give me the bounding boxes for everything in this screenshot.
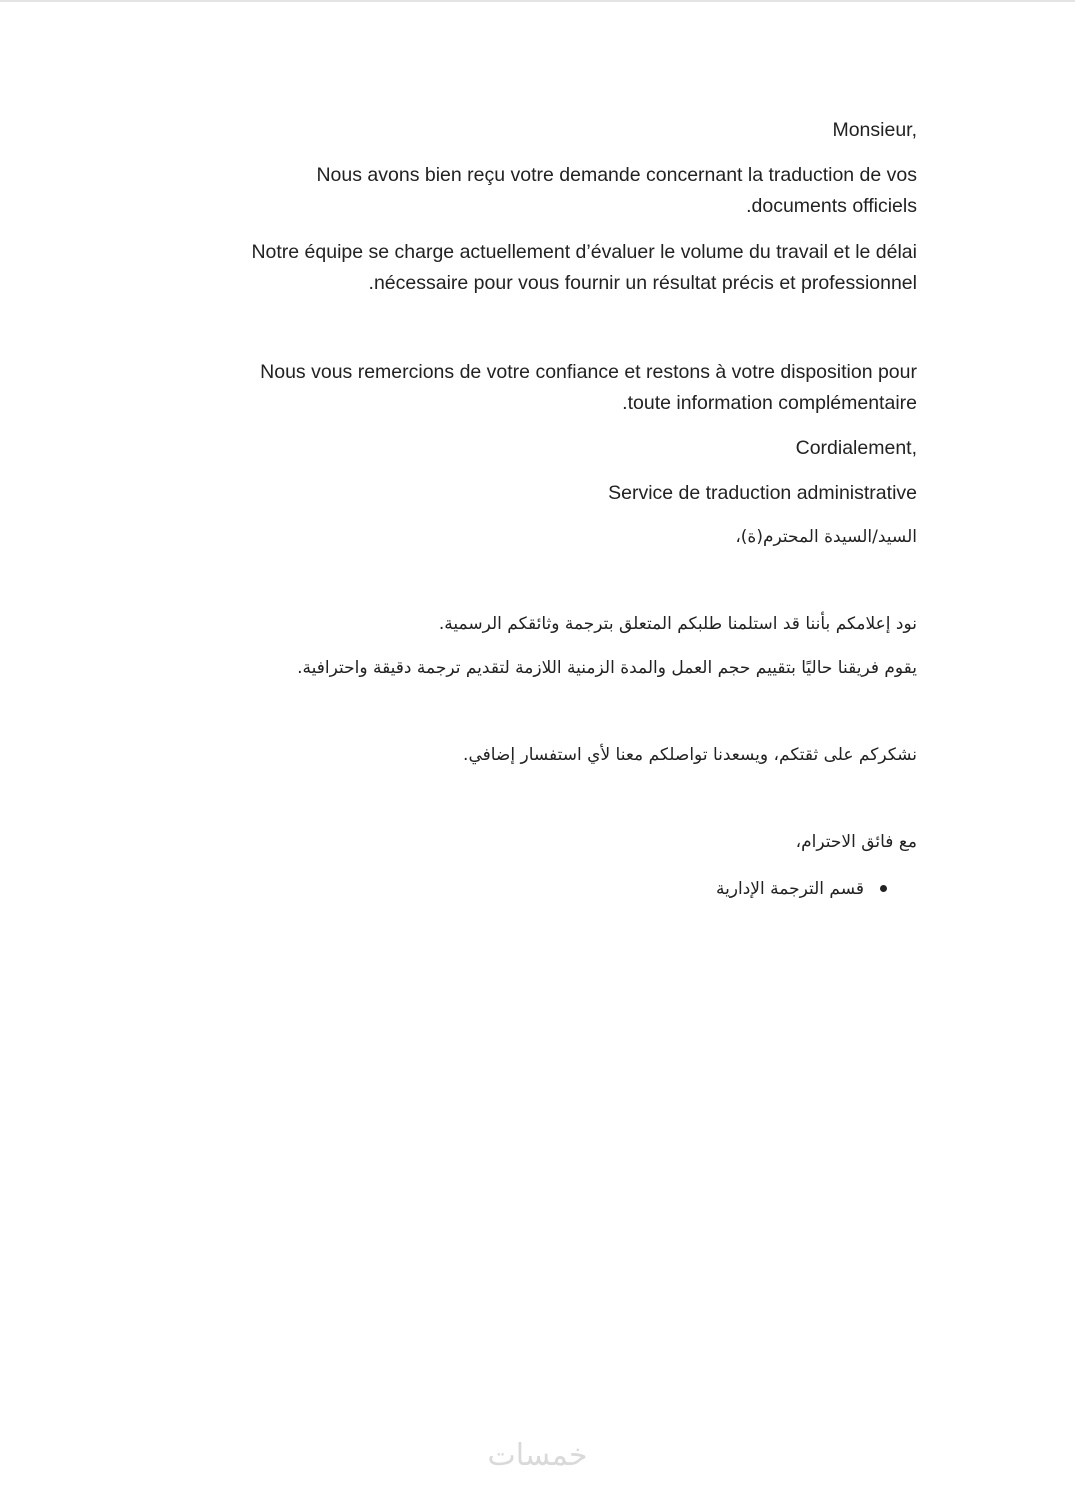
fr-paragraph-2-line-1: Notre équipe se charge actuellement d’évaluer le volume du travail et le délai — [251, 241, 917, 263]
fr-paragraph-1-line-1: Nous avons bien reçu votre demande concernant la traduction de vos — [316, 164, 917, 186]
ar-closing: مع فائق الاحترام، — [795, 832, 917, 852]
fr-paragraph-2-line-2: .nécessaire pour vous fournir un résultat précis et professionnel — [368, 272, 917, 294]
ar-salutation: السيد/السيدة المحترم(ة)، — [735, 527, 917, 547]
ar-paragraph-1: نود إعلامكم بأننا قد استلمنا طلبكم المتعلق بترجمة وثائقكم الرسمية. — [438, 614, 917, 634]
ar-signature: قسم الترجمة الإدارية — [715, 878, 864, 899]
fr-paragraph-3-line-2: .toute information complémentaire — [622, 392, 917, 414]
khamsat-watermark: خمسات — [487, 1438, 588, 1473]
ar-signature-list-item — [716, 873, 917, 904]
bullet-icon — [880, 885, 887, 892]
fr-closing: Cordialement, — [795, 437, 917, 459]
fr-paragraph-1-line-2: .documents officiels — [746, 195, 917, 217]
fr-paragraph-3-line-1: Nous vous remercions de votre confiance et restons à votre disposition pour — [260, 361, 917, 383]
fr-salutation: Monsieur, — [832, 119, 917, 141]
ar-paragraph-2: يقوم فريقنا حاليًا بتقييم حجم العمل والمدة الزمنية اللازمة لتقديم ترجمة دقيقة واحترافية. — [297, 658, 917, 678]
ar-paragraph-3: نشكركم على ثقتكم، ويسعدنا تواصلكم معنا لأي استفسار إضافي. — [463, 745, 917, 765]
fr-signature: Service de traduction administrative — [608, 482, 917, 504]
